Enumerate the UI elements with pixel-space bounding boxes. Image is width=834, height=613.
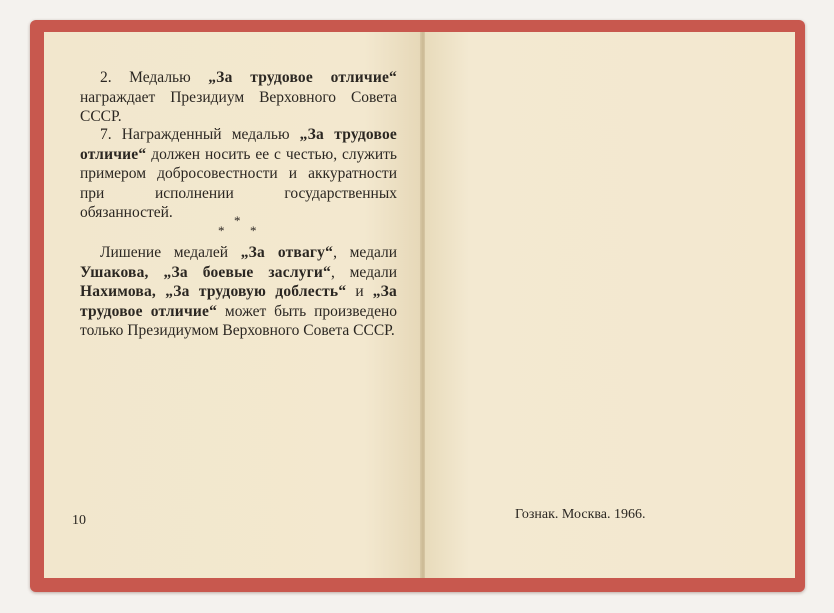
printer-imprint: Гознак. Москва. 1966. [515,507,646,522]
paragraph-2-text-end: награждает Президиум Верховного Совета СССР. [80,88,397,125]
paragraph-7 [80,125,397,223]
medal-name: „За трудовое отличие“ [80,283,398,320]
paragraph-revocation [80,243,397,341]
paragraph-2-text: 2. Медалью [100,69,209,86]
revocation-text: и [346,283,373,300]
asterisk: * [250,223,257,238]
medal-name: Нахимова, „За трудовую доблесть“ [80,283,347,300]
medal-name: „За трудовое отличие“ [80,126,397,163]
revocation-text: , медали [333,244,398,261]
paragraph-2 [80,68,397,127]
page-number: 10 [72,513,86,528]
medal-name: „За отвагу“ [240,244,334,261]
right-page [425,32,795,578]
revocation-text: , медали [331,263,398,281]
medal-name: Ушакова, „За боевые заслуги“ [80,263,331,281]
paragraph-7-text: 7. Награжденный медалью [100,126,300,143]
paragraph-7-text-end: должен носить ее с честью, служить примером добросовестности и аккуратности при исполнении государственных обязанностей. [80,145,397,221]
asterisk: * [234,213,241,228]
asterisk: * [218,223,225,238]
revocation-text: Лишение медалей [100,244,241,261]
medal-name: „За трудовое отличие“ [208,69,397,86]
revocation-text: может быть произведено только Президиумом Верховного Совета СССР. [80,302,397,339]
asterism-separator [212,213,272,238]
